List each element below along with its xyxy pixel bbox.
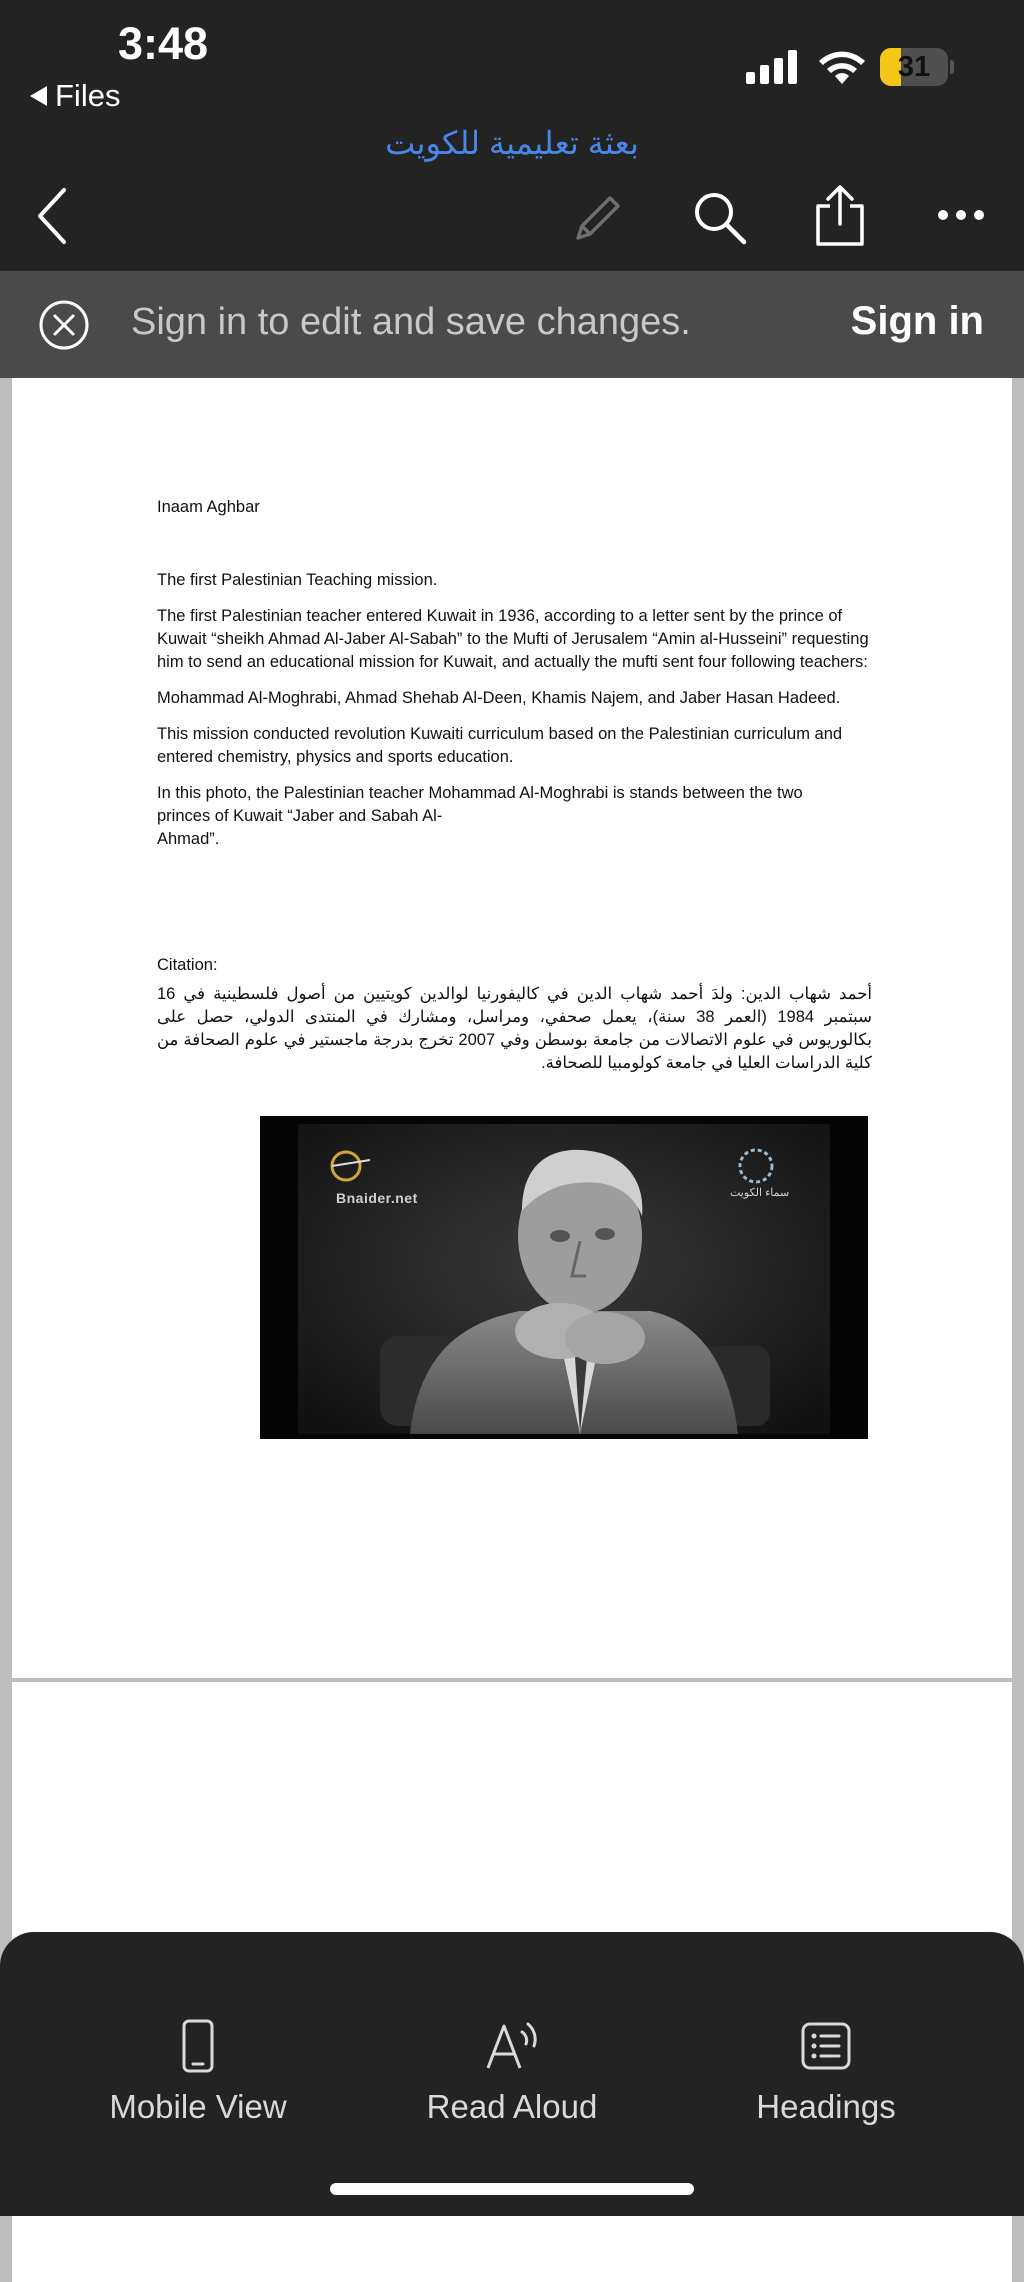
battery-percent: 31 — [897, 51, 931, 83]
paragraph: Mohammad Al-Moghrabi, Ahmad Shehab Al-Deen, Khamis Najem, and Jaber Hasan Hadeed. — [157, 689, 841, 707]
wifi-icon — [817, 50, 867, 86]
paragraph: The first Palestinian Teaching mission. — [157, 571, 438, 589]
author-name: Inaam Aghbar — [157, 498, 260, 516]
citation-label: Citation: — [157, 956, 218, 974]
headings-button[interactable] — [676, 2018, 976, 2126]
document-page[interactable] — [12, 378, 1012, 1678]
read-aloud-icon — [482, 2018, 542, 2074]
paragraph: The first Palestinian teacher entered Kuwait in 1936, according to a letter sent by the prince of Kuwait “sheikh Ahmad Al-Jaber Al-Sabah” to the Mufti of Jerusalem “Amin al-Husseini” requesting him to send an educational mission for Kuwait, and actually the mufti sent four following teachers: — [157, 607, 869, 671]
teacher-photo-image — [260, 1116, 868, 1439]
list-icon — [799, 2018, 853, 2074]
mobile-view-label: Mobile View — [109, 2088, 287, 2125]
caption-line: In this photo, the Palestinian teacher Mohammad Al-Moghrabi is stands between the two — [157, 784, 803, 802]
close-banner-icon[interactable] — [38, 299, 90, 351]
document-title: بعثة تعليمية للكويت — [385, 125, 639, 161]
document-body — [157, 496, 872, 1088]
caption-line: princes of Kuwait “Jaber and Sabah Al- — [157, 807, 443, 825]
sign-in-button[interactable]: Sign in — [850, 299, 984, 343]
back-to-files-button[interactable] — [30, 78, 120, 114]
read-aloud-label: Read Aloud — [426, 2088, 598, 2125]
watermark-text: Bnaider.net — [336, 1190, 418, 1206]
phone-icon — [178, 2018, 218, 2074]
sign-in-banner — [0, 271, 1024, 378]
share-icon[interactable] — [812, 184, 868, 248]
more-options-icon[interactable] — [936, 205, 986, 225]
read-aloud-button[interactable] — [362, 2018, 662, 2126]
back-triangle-icon — [30, 86, 47, 106]
embedded-photo — [260, 1116, 868, 1439]
headings-label: Headings — [756, 2088, 896, 2125]
back-chevron-icon[interactable] — [34, 186, 70, 246]
battery-icon — [880, 48, 952, 86]
channel-logo-text: سماء الكويت — [730, 1187, 790, 1199]
status-time: 3:48 — [118, 18, 209, 69]
back-files-label: Files — [55, 78, 121, 113]
home-indicator[interactable] — [330, 2183, 694, 2195]
bottom-toolbar — [0, 1932, 1024, 2216]
search-icon[interactable] — [690, 188, 750, 248]
caption-line: Ahmad”. — [157, 830, 220, 848]
citation-text: أحمد شهاب الدين: ولدَ أحمد شهاب الدين في كاليفورنيا لوالدين كويتيين من أصول فلسطينية في 16 سبتمبر 1984 (العمر 38 سنة)، يعمل صحفي، ومراسل، ومشارك في المنتدى الدولي، حصل على بكالوريوس في علوم الاتصالات من جامعة بوسطن وفي 2007 تخرج بدرجة ماجستير في علوم الصحافة من كلية الدراسات العليا في جامعة كولومبيا للصحافة. — [157, 985, 872, 1072]
mobile-view-button[interactable] — [48, 2018, 348, 2126]
edit-pencil-icon[interactable] — [568, 188, 628, 248]
sign-in-message: Sign in to edit and save changes. — [131, 301, 691, 343]
top-bar — [0, 0, 1024, 271]
cellular-signal-icon — [746, 50, 800, 84]
paragraph: This mission conducted revolution Kuwaiti curriculum based on the Palestinian curriculum and entered chemistry, physics and sports education. — [157, 725, 843, 766]
photo-caption — [157, 782, 872, 851]
